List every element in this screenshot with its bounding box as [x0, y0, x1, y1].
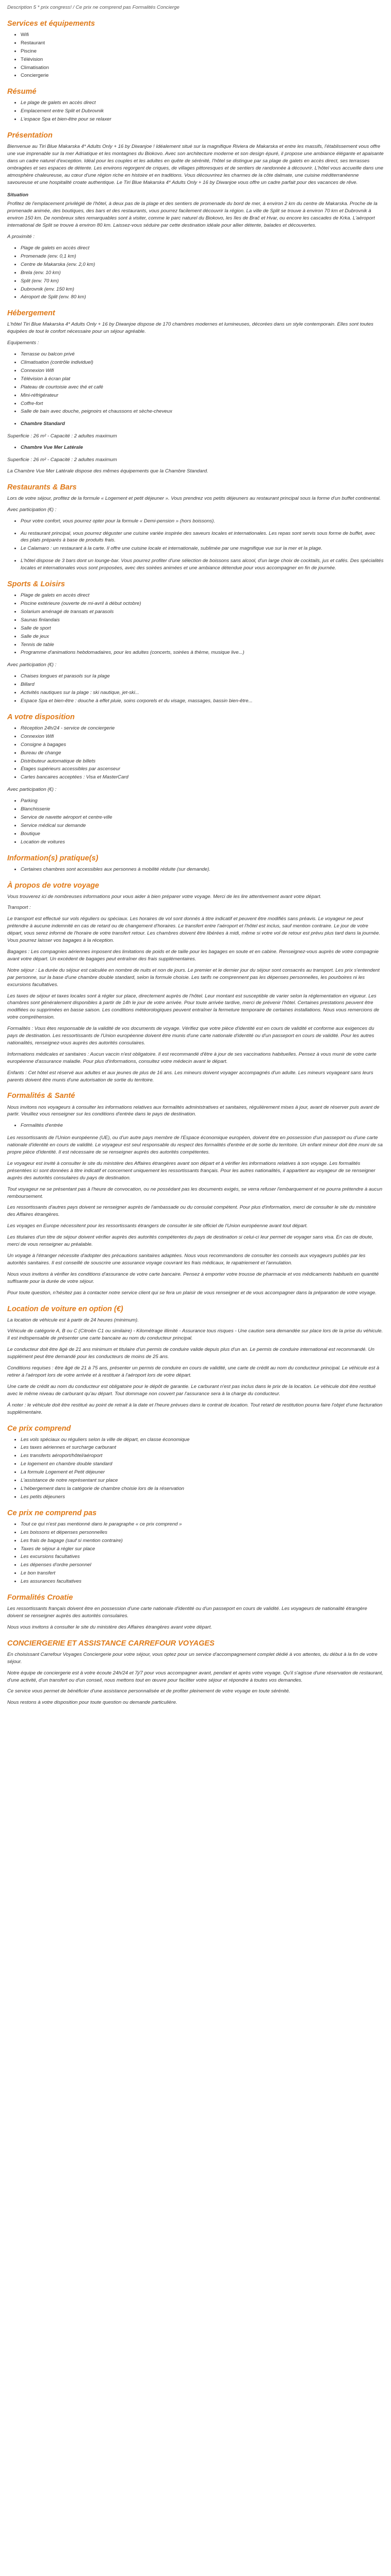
equipment-list: [7, 351, 384, 415]
list-item: • L'hébergement dans la catégorie de chambre choisie lors de la réservation: [21, 1485, 384, 1493]
paragraph: À noter : le véhicule doit être restitué au point de retrait à la date et l'heure prévues dans le contrat de location. Tout retard de restitution pourra faire l'objet d'une facturation supplémentaire.: [7, 1402, 383, 1415]
paragraph: Nous restons à votre disposition pour toute question ou demande particulière.: [7, 1700, 177, 1706]
section-title-comprend: Ce prix comprend: [7, 1424, 71, 1433]
list-item: • Le logement en chambre double standard: [21, 1461, 384, 1468]
paragraph: Avec participation (€) :: [7, 787, 57, 793]
list-item: • Tout ce qui n'est pas mentionné dans le paragraphe « ce prix comprend »: [21, 1521, 384, 1528]
paragraph: Les ressortissants français doivent être en possession d'une carte nationale d'identité ou d'un passeport en cours de validité. Les voyageurs de nationalité étrangère doivent se renseigner auprès des autorités consulaires.: [7, 1606, 367, 1619]
paragraph: A proximité :: [7, 234, 35, 240]
subheading: Transport :: [7, 905, 31, 911]
paragraph: Un voyage à l'étranger nécessite d'adopter des précautions sanitaires adaptées. Nous vous recommandons de consulter les conseils aux voyageurs publiés par les autorités sanitaires. Il est conseillé de souscrire une assurance voyage couvrant les frais médicaux, le rapatriement et l'annulation.: [7, 1253, 366, 1266]
list-item: • La formule Logement et Petit déjeuner: [21, 1469, 384, 1476]
list-item: • Salle de bain avec douche, peignoirs et chaussons et sèche-cheveux: [21, 408, 384, 415]
list-item: • Terrasse ou balcon privé: [21, 351, 384, 358]
list-item: • Brela (env. 10 km): [21, 269, 384, 277]
infos-list: [7, 866, 384, 873]
list-item: • Dubrovnik (env. 150 km): [21, 286, 384, 293]
list-item: • Les frais de bagage (sauf si mention contraire): [21, 1537, 384, 1545]
paragraph: Superficie : 26 m² - Capacité : 2 adultes maximum: [7, 457, 117, 463]
resume-list: [7, 99, 384, 123]
paragraph: Nous vous invitons à vérifier les conditions d'assurance de votre carte bancaire. Pensez à emporter votre trousse de pharmacie et vos médicaments habituels en quantité suffisante pour la durée de votre séjour.: [7, 1271, 379, 1284]
list-item: • Location de voitures: [21, 839, 384, 846]
list-item: • Connexion Wifi: [21, 367, 384, 375]
room-label: • Chambre Standard: [21, 420, 384, 428]
list-item: • Aéroport de Split (env. 80 km): [21, 294, 384, 301]
list-item: • Au restaurant principal, vous pourrez déguster une cuisine variée inspirée des saveurs locales et internationales. Les repas sont servis sous forme de buffet, avec des plats préparés à base de produits frais.: [21, 530, 384, 545]
list-item: • Tennis de table: [21, 641, 384, 649]
section-title-infos: Information(s) pratique(s): [7, 854, 99, 862]
paragraph: Notre séjour : La durée du séjour est calculée en nombre de nuits et non de jours. Le premier et le dernier jour du séjour sont consacrés au transport. Les prix s'entendent par personne, sur la base d'une chambre double standard, selon la formule choisie. Les tarifs ne comprennent pas les dépenses personnelles, les pourboires ni les excursions facultatives.: [7, 967, 380, 988]
list-item: • Le plage de galets en accès direct: [21, 99, 384, 107]
paragraph: Le voyageur est invité à consulter le site du ministère des Affaires étrangères avant son départ et à vérifier les informations relatives à son voyage. Les formalités présentées ici sont données à titre indicatif et concernent uniquement les ressortissants français. Pour les autres nationalités, il appartient au voyageur de se renseigner auprès des autorités consulaires du pays de destination.: [7, 1160, 376, 1181]
paragraph: L'hôtel Tiri Blue Makarska 4* Adults Only + 16 by Diwanjoe dispose de 170 chambres modernes et lumineuses, décorées dans un style contemporain. Elles sont toutes équipées de tout le confort nécessaire pour un séjour agréable.: [7, 321, 373, 335]
ne-comprend-pas-list: [7, 1521, 384, 1585]
list-item: • Le bon transfert: [21, 1570, 384, 1577]
list-item: • Les dépenses d'ordre personnel: [21, 1562, 384, 1569]
paragraph: Nous vous invitons à consulter le site du ministère des Affaires étrangères avant votre départ.: [7, 1624, 212, 1630]
list-item: • Boutique: [21, 831, 384, 838]
subheading: Situation: [7, 192, 29, 198]
list-item: • Mini-réfrigérateur: [21, 392, 384, 399]
section-title-presentation: Présentation: [7, 131, 53, 140]
list-item: • Plateau de courtoisie avec thé et café: [21, 384, 384, 391]
paragraph: Enfants : Cet hôtel est réservé aux adultes et aux jeunes de plus de 16 ans. Les mineurs doivent voyager accompagnés d'un adulte. Les mineurs voyageant sans leurs parents doivent être munis d'une autorisation de sortie du territoire.: [7, 1070, 373, 1083]
list-item: • Consigne à bagages: [21, 741, 384, 749]
paragraph: Les ressortissants d'autres pays doivent se renseigner auprès de l'ambassade ou du consulat compétent. Pour plus d'information, merci de consulter le site du ministère des Affaires étrangères.: [7, 1205, 376, 1218]
section-title-resume: Résumé: [7, 88, 37, 96]
paragraph: La location de véhicule est à partir de 24 heures (minimum).: [7, 1317, 139, 1323]
section-title-voyage: À propos de votre voyage: [7, 881, 100, 890]
section-title-ne-comprend-pas: Ce prix ne comprend pas: [7, 1509, 97, 1517]
sports-paid-list: [7, 673, 384, 705]
paragraph: Pour toute question, n'hésitez pas à contacter notre service client qui se fera un plaisir de vous renseigner et de vous accompagner dans la préparation de votre voyage.: [7, 1290, 377, 1296]
room-label: • Chambre Vue Mer Latérale: [21, 444, 384, 451]
paragraph: La Chambre Vue Mer Latérale dispose des mêmes équipements que la Chambre Standard.: [7, 468, 208, 474]
paragraph: En choisissant Carrefour Voyages Conciergerie pour votre séjour, vous optez pour un service d'accompagnement complet dédié à vos attentes, du début à la fin de votre séjour.: [7, 1651, 378, 1665]
paragraph: Avec participation (€) :: [7, 662, 57, 668]
list-item: • Cartes bancaires acceptées : Visa et MasterCard: [21, 774, 384, 781]
list-item: • Climatisation (contrôle individuel): [21, 359, 384, 366]
list-item: • Réception 24h/24 - service de conciergerie: [21, 725, 384, 732]
paragraph: Le conducteur doit être âgé de 21 ans minimum et titulaire d'un permis de conduire valide depuis plus d'un an. Le permis de conduire international est recommandé. Un supplément peut être demandé pour les conducteurs de moins de 25 ans.: [7, 1347, 374, 1360]
disposition-paid-list: [7, 798, 384, 845]
list-item: • Pour votre confort, vous pourrez opter pour la formule « Demi-pension » (hors boissons).: [21, 518, 384, 525]
list-item: • Le Calamaro : un restaurant à la carte. Il offre une cuisine locale et internationale, sublimée par une magnifique vue sur la mer et la plage.: [21, 545, 384, 552]
list-item: • Billard: [21, 681, 384, 688]
paragraph: Notre équipe de conciergerie est à votre écoute 24h/24 et 7j/7 pour vous accompagner avant, pendant et après votre voyage. Qu'il s'agisse d'une réservation de restaurant, d'une activité, d'un transfert ou d'un conseil, nous mettons tout en œuvre pour faciliter votre séjour et répondre à toutes vos demandes.: [7, 1670, 383, 1683]
nearby-list: [7, 245, 384, 301]
section-title-restaurants: Restaurants & Bars: [7, 483, 77, 492]
paragraph: Bienvenue au Tiri Blue Makarska 4* Adults Only + 16 by Diwanjoe ! Idéalement situé sur la magnifique Riviera de Makarska et entre les massifs, l'établissement vous offre une vue imprenable sur la mer Adriatique et les montagnes du Biokovo. Avec son architecture moderne et son design épuré, il propose une ambiance élégante et apaisante dans un cadre naturel d'exception. Idéal pour les couples et les adultes en quête de sérénité, l'hôtel se distingue par sa plage de galets en accès direct, ses terrasses ombragées et ses espaces de détente. Les environs regorgent de criques, de villages pittoresques et de sentiers de randonnée à découvrir. L'hôtel vous accueille dans une atmosphère chaleureuse, au cœur d'une région riche en histoire et en traditions. Vous découvrirez les charmes de la côte dalmate, une cuisine méditerranéenne savoureuse et une hospitalité croate authentique. Le Tiri Blue Makarska 4* Adults Only + 16 by Diwanjoe vous offre un cadre parfait pour des vacances de rêve.: [7, 144, 384, 185]
section-title-disposition: A votre disposition: [7, 713, 75, 721]
list-item: • Plage de galets en accès direct: [21, 592, 384, 599]
list-item: • L'assistance de notre représentant sur place: [21, 1477, 384, 1484]
paragraph: Profitez de l'emplacement privilégié de l'hôtel, à deux pas de la plage et des sentiers de promenade du bord de mer, à environ 2 km du centre de Makarska. Proche de la promenade animée, des boutiques, des bars et des restaurants, vous pourrez facilement découvrir la région. La ville de Split se trouve à environ 70 km et Dubrovnik à environ 150 km. De nombreux sites remarquables sont à visiter, comme le parc naturel du Biokovo, les îles de Brač et Hvar, ou encore les cascades de Krka. L'aéroport international de Split se trouve à environ 80 km. Laissez-vous séduire par cette destination idéale pour allier détente, balades et découvertes.: [7, 201, 378, 229]
paragraph: Formalités : Vous êtes responsable de la validité de vos documents de voyage. Vérifiez que votre pièce d'identité est en cours de validité et conforme aux exigences du pays de destination. Les ressortissants de l'Union européenne doivent être munis d'une carte nationale d'identité ou d'un passeport en cours de validité. Pour les autres nationalités, renseignez-vous auprès des autorités consulaires.: [7, 1026, 374, 1046]
paragraph: Nous invitons nos voyageurs à consulter les informations relatives aux formalités administratives et sanitaires, régulièrement mises à jour, avant de réserver puis avant de partir. Veuillez vous renseigner sur les conditions d'entrée dans le pays de destination.: [7, 1104, 380, 1117]
list-item: • L'hôtel dispose de 3 bars dont un lounge-bar. Vous pourrez profiter d'une sélection de boissons sans alcool, d'un large choix de cocktails, jus et cafés. Des spécialités locales et internationales vous sont proposées, avec des soirées animées et une ambiance détendue pour vous accompagner en fin de journée.: [21, 557, 384, 572]
list-item: • Certaines chambres sont accessibles aux personnes à mobilité réduite (sur demande).: [21, 866, 384, 873]
paragraph: Conditions requises : être âgé de 21 à 75 ans, présenter un permis de conduire en cours de validité, une carte de crédit au nom du conducteur principal. Le véhicule est à retirer à l'aéroport lors de votre arrivée et à restituer à l'aéroport lors de votre départ.: [7, 1365, 380, 1378]
section-title-formalites: Formalités & Santé: [7, 1092, 75, 1100]
list-item: • Blanchisserie: [21, 806, 384, 813]
paragraph: Bagages : Les compagnies aériennes imposent des limitations de poids et de taille pour les bagages en soute et en cabine. Renseignez-vous auprès de votre compagnie avant votre départ. Un excédent de bagages peut entraîner des frais supplémentaires.: [7, 948, 379, 962]
breadcrumb: Description 5 * prix congress! / Ce prix ne comprend pas Formalités Concierge: [7, 5, 180, 10]
paragraph: Les voyages en Europe nécessitent pour les ressortissants étrangers de consulter le site officiel de l'Union européenne avant tout départ.: [7, 1223, 308, 1229]
paragraph: Les taxes de séjour et taxes locales sont à régler sur place, directement auprès de l'hôtel. Leur montant est susceptible de varier selon la réglementation en vigueur. Les chambres sont généralement disponibles à partir de 14h le jour de votre arrivée. Pour toute arrivée tardive, merci de prévenir l'hôtel. Certaines prestations peuvent être modifiées ou supprimées en basse saison. Les conditions météorologiques peuvent entraîner la fermeture temporaire de certaines installations. Nous vous remercions de votre compréhension.: [7, 993, 379, 1021]
room-list: [7, 444, 384, 451]
list-item: • Les excursions facultatives: [21, 1553, 384, 1561]
list-item: • Activités nautiques sur la plage : ski nautique, jet-ski...: [21, 689, 384, 697]
list-item: • Piscine extérieure (ouverte de mi-avril à début octobre): [21, 600, 384, 607]
list-item: • Programme d'animations hebdomadaires, pour les adultes (concerts, soirées à thème, musique live...): [21, 649, 384, 656]
list-item: • Espace Spa et bien-être : douche à effet pluie, soins corporels et du visage, massages, bassin bien-être...: [21, 698, 384, 705]
list-item: • Promenade (env. 0,1 km): [21, 253, 384, 260]
room-list: [7, 420, 384, 428]
list-item: • Parking: [21, 798, 384, 805]
section-title-services: Services et équipements: [7, 19, 95, 28]
list-item: • Centre de Makarska (env. 2,0 km): [21, 261, 384, 268]
list-item: • L'espace Spa et bien-être pour se relaxer: [21, 116, 384, 123]
list-item: • Climatisation: [21, 64, 384, 72]
section-title-location: Location de voiture en option (€): [7, 1304, 123, 1313]
restaurant-list: [7, 530, 384, 553]
list-item: • Piscine: [21, 48, 384, 55]
formalites-list: [7, 1122, 384, 1129]
section-title-hebergement: Hébergement: [7, 309, 55, 318]
list-item: • Les taxes aériennes et surcharge carburant: [21, 1444, 384, 1451]
sports-list: [7, 592, 384, 656]
list-item: • Télévision à écran plat: [21, 376, 384, 383]
list-item: • Restaurant: [21, 40, 384, 47]
list-item: • Les petits déjeuners: [21, 1494, 384, 1501]
list-item: • Solarium aménagé de transats et parasols: [21, 608, 384, 616]
list-item: • Split (env. 70 km): [21, 278, 384, 285]
restaurant-list: [7, 518, 384, 525]
list-item: • Service de navette aéroport et centre-ville: [21, 814, 384, 821]
list-item: • Étages supérieurs accessibles par ascenseur: [21, 766, 384, 773]
list-item: • Bureau de change: [21, 750, 384, 757]
paragraph: Véhicule de catégorie A, B ou C (Citroën C1 ou similaire) - Kilométrage illimité - Assurance tous risques - Une caution sera demandée sur place lors de la prise du véhicule. Il est indispensable de présenter une carte bancaire au nom du conducteur principal.: [7, 1328, 383, 1342]
paragraph: Tout voyageur ne se présentant pas à l'heure de convocation, ou ne possédant pas les documents exigés, se verra refuser l'embarquement et ne pourra prétendre à aucun remboursement.: [7, 1186, 383, 1199]
list-item: • Wifi: [21, 31, 384, 39]
list-item: • Formalités d'entrée: [21, 1122, 384, 1129]
disposition-list: [7, 725, 384, 781]
list-item: • Les assurances facultatives: [21, 1578, 384, 1585]
section-title-sports: Sports & Loisirs: [7, 580, 65, 589]
list-item: • Service médical sur demande: [21, 822, 384, 829]
paragraph: Lors de votre séjour, profitez de la formule « Logement et petit déjeuner ». Vous prendrez vos petits déjeuners au restaurant principal sous la forme d'un buffet continental.: [7, 495, 381, 501]
paragraph: Superficie : 26 m² - Capacité : 2 adultes maximum: [7, 433, 117, 439]
list-item: • Les transferts aéroport/hôtel/aéroport: [21, 1452, 384, 1460]
paragraph: Les ressortissants de l'Union européenne (UE), ou d'un autre pays membre de l'Espace économique européen, doivent être en possession d'un passeport ou d'une carte nationale d'identité en cours de validité. Le voyageur est seul responsable du respect des formalités d'entrée et de sortie du territoire. Un enfant mineur doit être muni de sa propre pièce d'identité. Il est nécessaire de se renseigner auprès des autorités compétentes.: [7, 1135, 383, 1156]
list-item: • Salle de sport: [21, 625, 384, 632]
list-item: • Salle de jeux: [21, 633, 384, 640]
paragraph: Avec participation (€) :: [7, 506, 57, 513]
paragraph: Une carte de crédit au nom du conducteur est obligatoire pour le dépôt de garantie. Le carburant n'est pas inclus dans le prix de la location. Le véhicule doit être restitué avec le même niveau de carburant qu'au départ. Tout dommage non couvert par l'assurance sera à la charge du conducteur.: [7, 1383, 376, 1397]
list-item: • Connexion Wifi: [21, 733, 384, 740]
paragraph: Equipements :: [7, 340, 39, 346]
list-item: • Les boissons et dépenses personnelles: [21, 1529, 384, 1536]
list-item: • Emplacement entre Split et Dubrovnik: [21, 108, 384, 115]
paragraph: Les titulaires d'un titre de séjour doivent vérifier auprès des autorités compétentes du pays de destination si celui-ci leur permet de voyager sans visa. En cas de doute, merci de vous renseigner au préalable.: [7, 1234, 373, 1248]
services-list: [7, 31, 384, 79]
list-item: • Plage de galets en accès direct: [21, 245, 384, 252]
list-item: • Télévision: [21, 56, 384, 63]
section-title-conciergerie: CONCIERGERIE ET ASSISTANCE CARREFOUR VOYAGES: [7, 1639, 215, 1648]
paragraph: Informations médicales et sanitaires : Aucun vaccin n'est obligatoire. Il est recommandé d'être à jour de ses vaccinations habituelles. Pensez à vous munir de votre carte européenne d'assurance maladie. Pour plus d'informations, consultez votre médecin avant le départ.: [7, 1051, 377, 1064]
section-title-croatie: Formalités Croatie: [7, 1594, 73, 1602]
paragraph: Le transport est effectué sur vols réguliers ou spéciaux. Les horaires de vol sont donnés à titre indicatif et peuvent être modifiés sans préavis. Le voyageur ne peut prétendre à aucune indemnité en cas de retard ou de changement d'horaires. Le transfert entre l'aéroport et l'hôtel est inclus, sauf mention contraire. Le jour de votre départ, vous serez informé de l'horaire de votre transfert retour. Les chambres doivent être libérées à midi, même si votre vol de retour est prévu plus tard dans la journée. Vous pourrez laisser vos bagages à la réception.: [7, 916, 380, 944]
comprend-list: [7, 1436, 384, 1501]
list-item: • Conciergerie: [21, 72, 384, 79]
list-item: • Distributeur automatique de billets: [21, 758, 384, 765]
list-item: • Coffre-fort: [21, 400, 384, 408]
paragraph: Vous trouverez ici de nombreuses informations pour vous aider à bien préparer votre voyage. Merci de les lire attentivement avant votre départ.: [7, 893, 322, 900]
list-item: • Taxes de séjour à régler sur place: [21, 1546, 384, 1553]
paragraph: Ce service vous permet de bénéficier d'une assistance personnalisée et de profiter pleinement de votre voyage en toute sérénité.: [7, 1688, 290, 1694]
list-item: • Chaises longues et parasols sur la plage: [21, 673, 384, 680]
list-item: • Saunas finlandais: [21, 617, 384, 624]
bar-list: [7, 557, 384, 572]
list-item: • Les vols spéciaux ou réguliers selon la ville de départ, en classe économique: [21, 1436, 384, 1444]
